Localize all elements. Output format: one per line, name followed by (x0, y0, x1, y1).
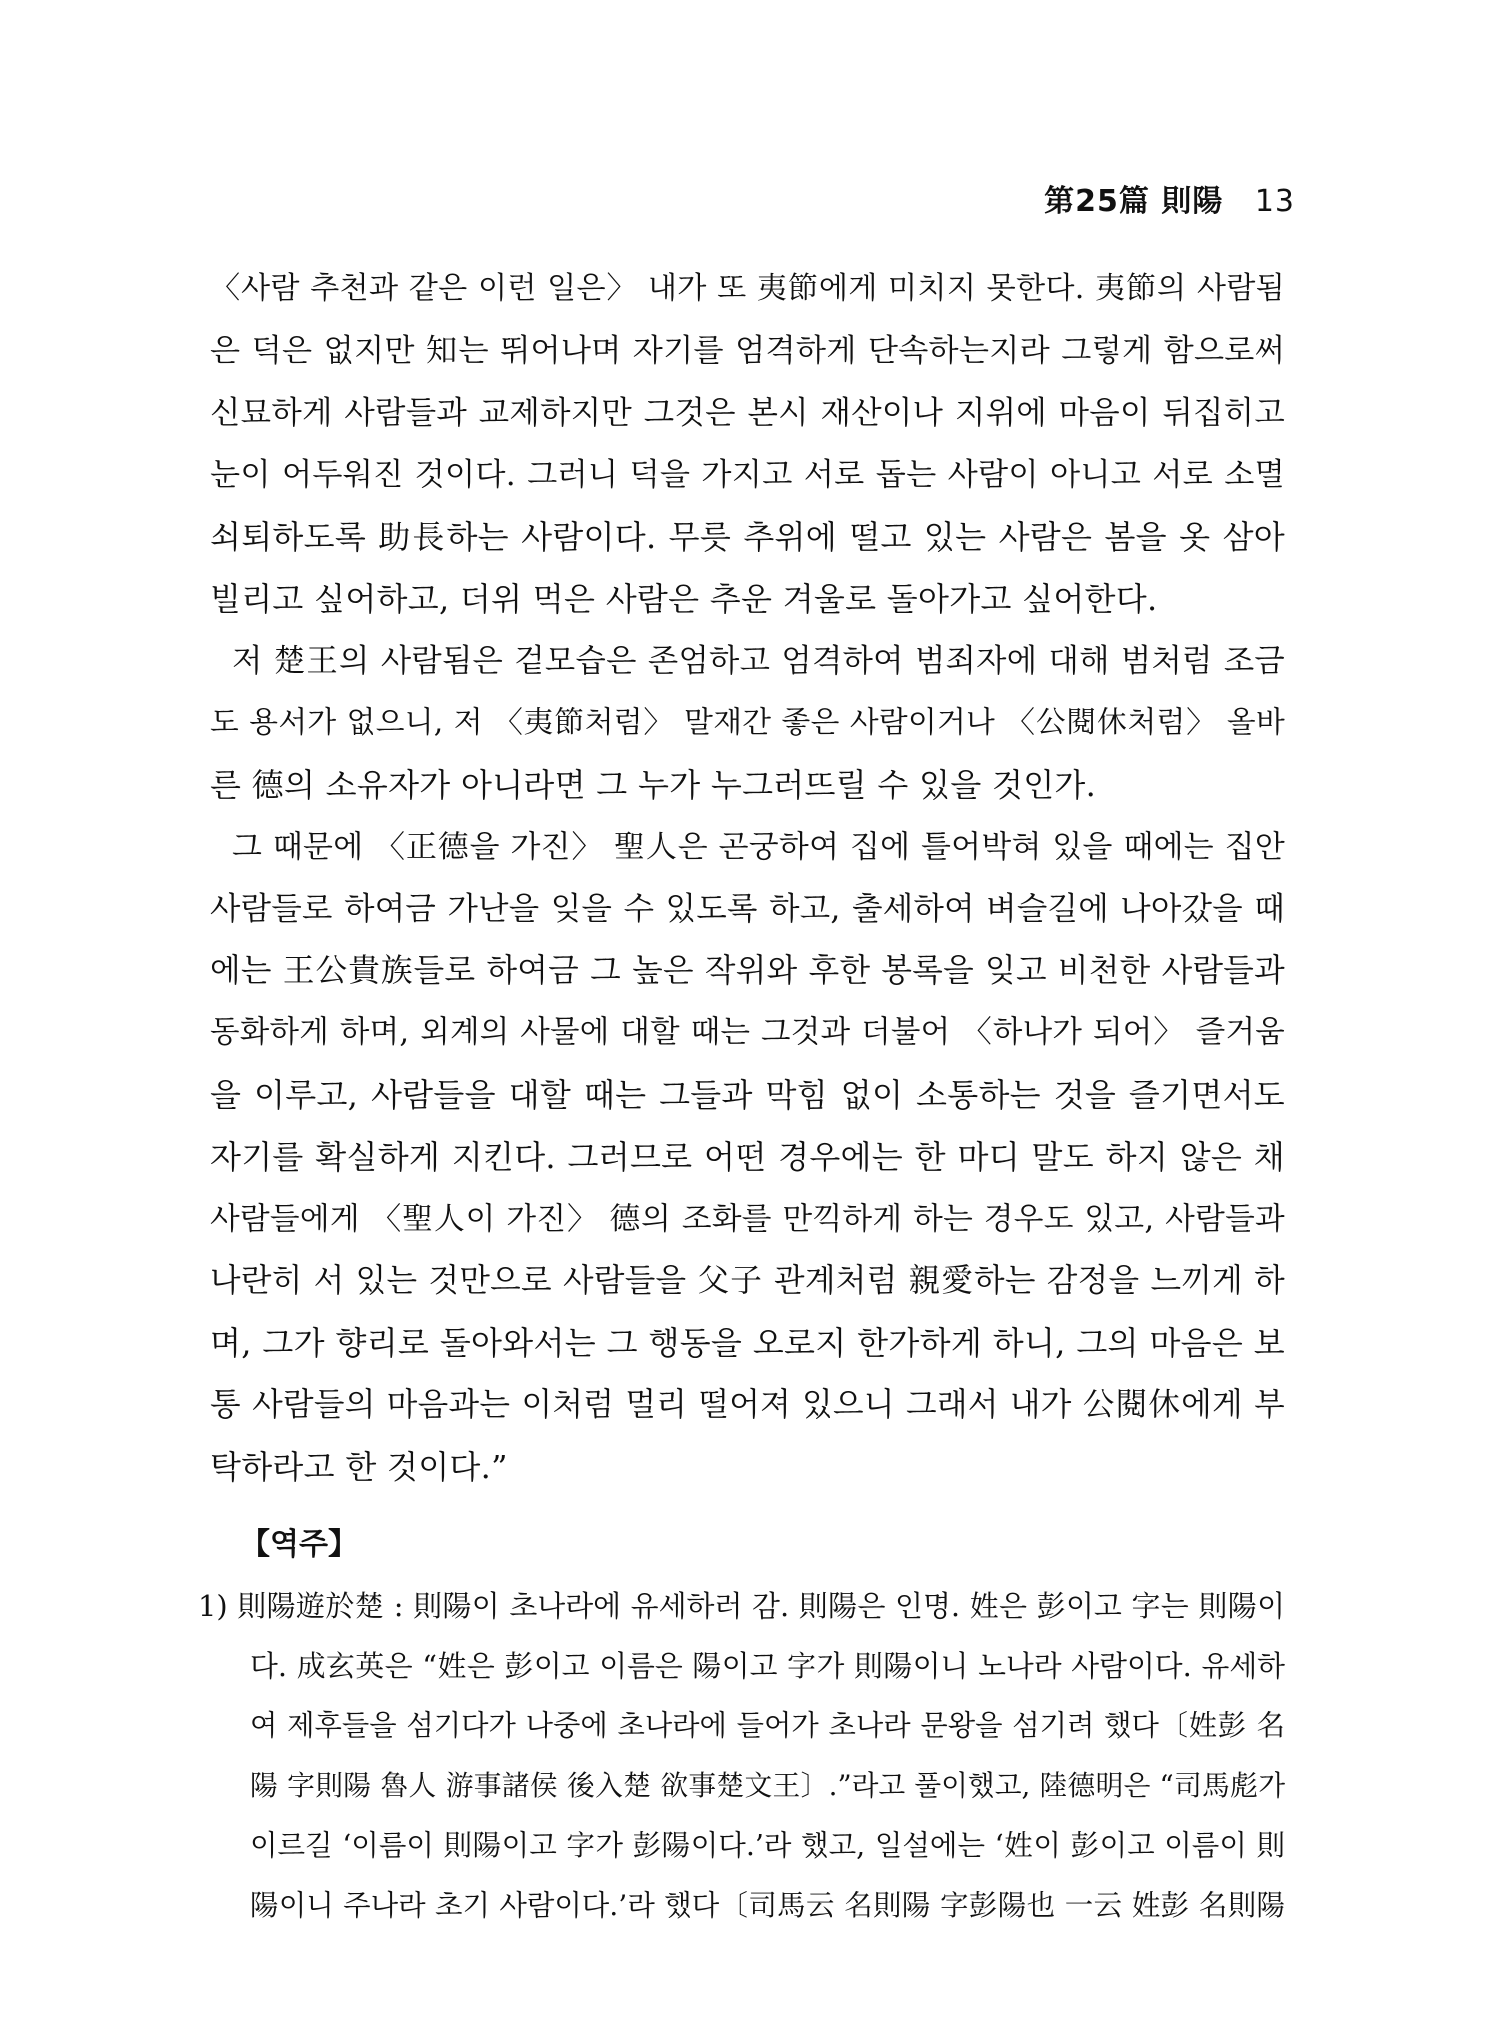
text-line: 쇠퇴하도록 助長하는 사람이다. 무릇 추위에 떨고 있는 사람은 봄을 옷 삼아 (210, 518, 1285, 556)
chapter-title: 第25篇 則陽 (1044, 184, 1224, 219)
note-line: 1) 則陽遊於楚 : 則陽이 초나라에 유세하러 감. 則陽은 인명. 姓은 彭이고 字는 則陽이 (198, 1589, 1285, 1623)
paragraph-1 (210, 258, 1285, 630)
text-line: 탁하라고 한 것이다.” (210, 1448, 508, 1486)
text-line: 사람들로 하여금 가난을 잊을 수 있도록 하고, 출세하여 벼슬길에 나아갔을 때 (210, 891, 1285, 927)
text-line: 신묘하게 사람들과 교제하지만 그것은 본시 재산이나 지위에 마음이 뒤집히고 (210, 395, 1285, 431)
text-line: 도 용서가 없으니, 저 〈夷節처럼〉 말재간 좋은 사람이거나 〈公閱休처럼〉 올바 (210, 705, 1285, 740)
text-line: 그 때문에 〈正德을 가진〉 聖人은 곤궁하여 집에 틀어박혀 있을 때에는 집안 (232, 829, 1285, 865)
page-number: 13 (1254, 184, 1295, 219)
note-line: 이르길 ‘이름이 則陽이고 字가 彭陽이다.’라 했고, 일설에는 ‘姓이 彭이고 이름이 則 (250, 1829, 1285, 1862)
page-body (198, 258, 1285, 1936)
text-line: 자기를 확실하게 지킨다. 그러므로 어떤 경우에는 한 마디 말도 하지 않은 채 (210, 1138, 1285, 1176)
text-line: 저 楚王의 사람됨은 겉모습은 존엄하고 엄격하여 범죄자에 대해 범처럼 조금 (232, 643, 1285, 679)
text-line: 며, 그가 향리로 돌아와서는 그 행동을 오로지 한가하게 하니, 그의 마음은 보 (210, 1324, 1285, 1362)
paragraph-2 (210, 630, 1285, 816)
text-line: 나란히 서 있는 것만으로 사람들을 父子 관계처럼 親愛하는 감정을 느끼게 하 (210, 1263, 1285, 1299)
text-line: 른 德의 소유자가 아니라면 그 누가 누그러뜨릴 수 있을 것인가. (210, 766, 1097, 804)
text-line: 눈이 어두워진 것이다. 그러니 덕을 가지고 서로 돕는 사람이 아니고 서로 소멸 (210, 457, 1285, 493)
notes-heading: 【역주】 (240, 1527, 358, 1562)
paragraph-3 (210, 816, 1285, 1498)
text-line: 통 사람들의 마음과는 이처럼 멀리 떨어져 있으니 그래서 내가 公閱休에게 부 (210, 1387, 1285, 1423)
note-line: 陽 字則陽 魯人 游事諸侯 後入楚 欲事楚文王〕.”라고 풀이했고, 陸德明은 “司馬彪가 (250, 1769, 1285, 1802)
text-line: 에는 王公貴族들로 하여금 그 높은 작위와 후한 봉록을 잊고 비천한 사람들과 (210, 953, 1285, 989)
text-line: 〈사람 추천과 같은 이런 일은〉 내가 또 夷節에게 미치지 못한다. 夷節의 사람됨 (210, 271, 1285, 306)
note-line: 陽이니 주나라 초기 사람이다.’라 했다〔司馬云 名則陽 字彭陽也 一云 姓彭 名則陽 (250, 1889, 1285, 1922)
text-line: 빌리고 싶어하고, 더위 먹은 사람은 추운 겨울로 돌아가고 싶어한다. (210, 580, 1158, 618)
text-line: 동화하게 하며, 외계의 사물에 대할 때는 그것과 더불어 〈하나가 되어〉 즐거움 (210, 1015, 1285, 1050)
running-header (1044, 176, 1295, 220)
text-line: 사람들에게 〈聖人이 가진〉 德의 조화를 만끽하게 하는 경우도 있고, 사람들과 (210, 1201, 1285, 1237)
note-line: 다. 成玄英은 “姓은 彭이고 이름은 陽이고 字가 則陽이니 노나라 사람이다. 유세하 (250, 1649, 1285, 1683)
notes-section (198, 1576, 1285, 1936)
note-line: 여 제후들을 섬기다가 나중에 초나라에 들어가 초나라 문왕을 섬기려 했다〔姓彭 名 (250, 1709, 1285, 1742)
text-line: 을 이루고, 사람들을 대할 때는 그들과 막힘 없이 소통하는 것을 즐기면서도 (210, 1076, 1285, 1114)
text-line: 은 덕은 없지만 知는 뛰어나며 자기를 엄격하게 단속하는지라 그렇게 함으로써 (210, 333, 1285, 369)
